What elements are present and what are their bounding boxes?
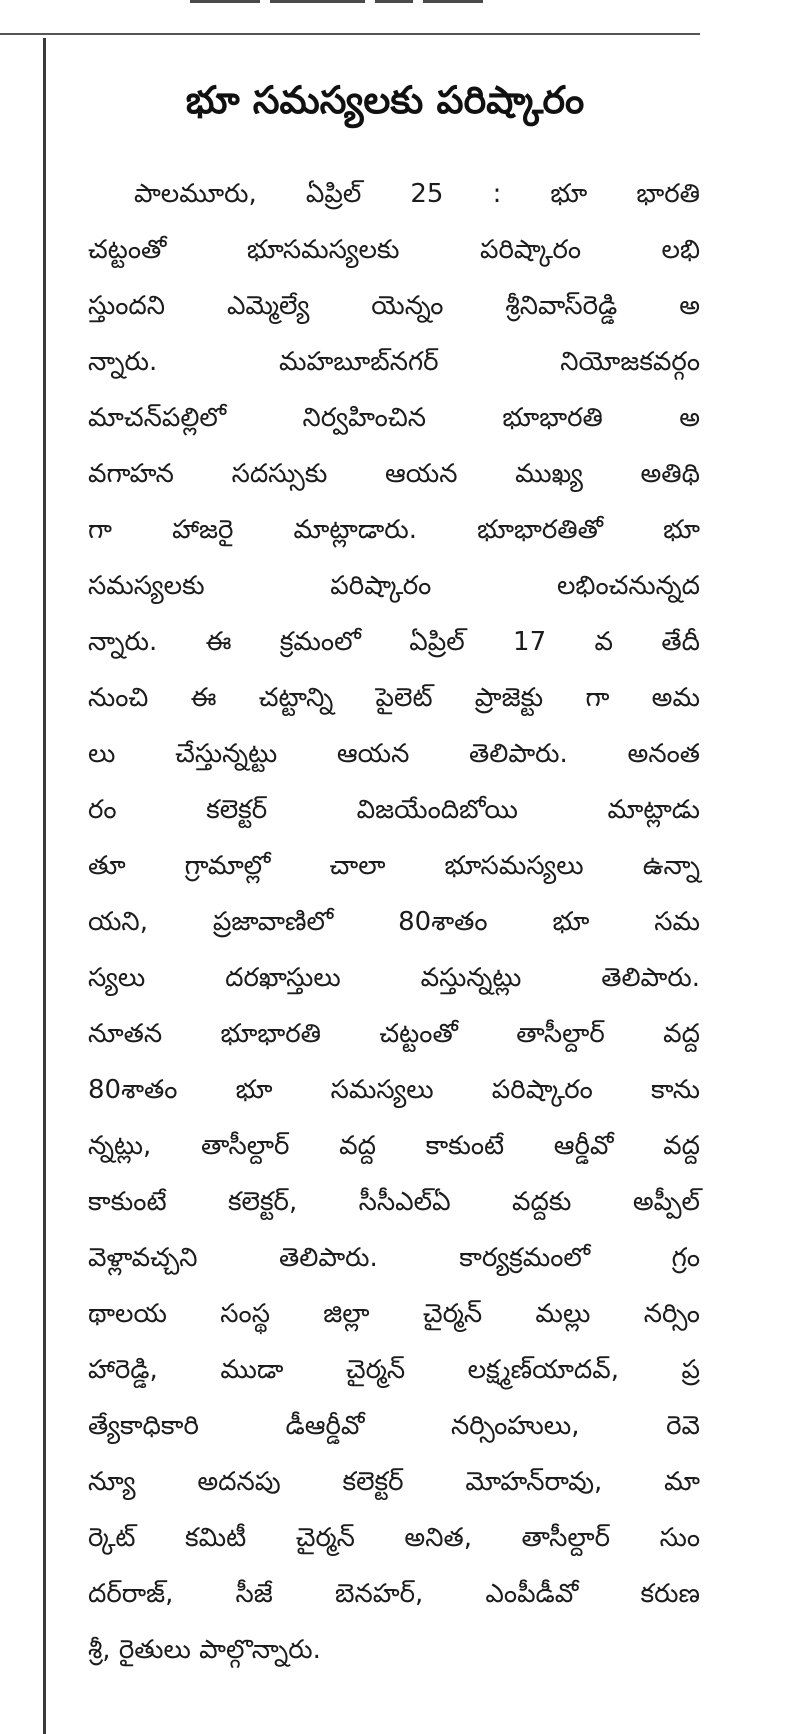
article-line: తూ గ్రామాల్లో చాలా భూసమస్యలు ఉన్నా <box>88 851 700 881</box>
article-line: న్నట్లు, తాసీల్దార్ వద్ద కాకుంటే ఆర్డీవో వద్ద <box>88 1131 700 1161</box>
article-line: దర్‌రాజ్, సీజే బెనహర్, ఎంపీడీవో కరుణ <box>88 1579 700 1609</box>
article-line: స్యలు దరఖాస్తులు వస్తున్నట్లు తెలిపారు. <box>88 963 700 993</box>
article-line: కాకుంటే కలెక్టర్, సీసీఎల్ఏ వద్దకు అప్పీల్ <box>88 1187 700 1217</box>
article-line: సమస్యలకు పరిష్కారం లభించనున్నద <box>88 571 700 601</box>
previous-article-text-fragment <box>190 0 520 6</box>
article-body <box>88 166 700 1678</box>
article-line: రం కలెక్టర్ విజయేందిబోయి మాట్లాడు <box>88 795 700 825</box>
article-line: 80శాతం భూ సమస్యలు పరిష్కారం కాను <box>88 1075 700 1105</box>
article-line: గా హాజరై మాట్లాడారు. భూభారతితో భూ <box>88 515 700 545</box>
article-line: ర్కెట్ కమిటీ చైర్మన్ అనిత, తాసీల్దార్ సుం <box>88 1523 700 1553</box>
article-line: పాలమూరు, ఏప్రిల్ 25 : భూ భారతి <box>134 179 700 209</box>
article-line: వగాహన సదస్సుకు ఆయన ముఖ్య అతిథి <box>88 459 700 489</box>
article-line: మాచన్‌పల్లిలో నిర్వహించిన భూభారతి అ <box>88 403 700 433</box>
column-divider <box>43 38 46 1734</box>
article-line: నూతన భూభారతి చట్టంతో తాసీల్దార్ వద్ద <box>88 1019 700 1049</box>
article-line: న్యూ అదనపు కలెక్టర్ మోహన్‌రావు, మా <box>88 1467 700 1497</box>
article-line: యని, ప్రజావాణిలో 80శాతం భూ సమ <box>88 907 700 937</box>
article-line: హారెడ్డి, ముడా చైర్మన్ లక్ష్మణ్‌యాదవ్, ప్ర <box>88 1355 700 1385</box>
article-line: వెళ్లావచ్చని తెలిపారు. కార్యక్రమంలో గ్రం <box>88 1243 700 1273</box>
article-line: శ్రీ, రైతులు పాల్గొన్నారు. <box>88 1635 321 1665</box>
article-line: స్తుందని ఎమ్మెల్యే యెన్నం శ్రీనివాస్‌రెడ్డి అ <box>88 291 700 321</box>
article-headline: భూ సమస్యలకు పరిష్కారం <box>185 78 585 122</box>
article-line: చట్టంతో భూసమస్యలకు పరిష్కారం లభి <box>88 235 700 265</box>
article-line: లు చేస్తున్నట్టు ఆయన తెలిపారు. అనంత <box>88 739 700 769</box>
article-line: త్యేకాధికారి డీఆర్డీవో నర్సింహులు, రెవె <box>88 1411 700 1441</box>
top-divider <box>0 33 700 35</box>
article-line: న్నారు. మహబూబ్‌నగర్ నియోజకవర్గం <box>88 347 700 377</box>
article-line: థాలయ సంస్థ జిల్లా చైర్మన్ మల్లు నర్సిం <box>88 1299 700 1329</box>
article-line: న్నారు. ఈ క్రమంలో ఏప్రిల్ 17 వ తేదీ <box>88 627 700 657</box>
article-line: నుంచి ఈ చట్టాన్ని పైలెట్ ప్రాజెక్టు గా అమ <box>88 683 700 713</box>
